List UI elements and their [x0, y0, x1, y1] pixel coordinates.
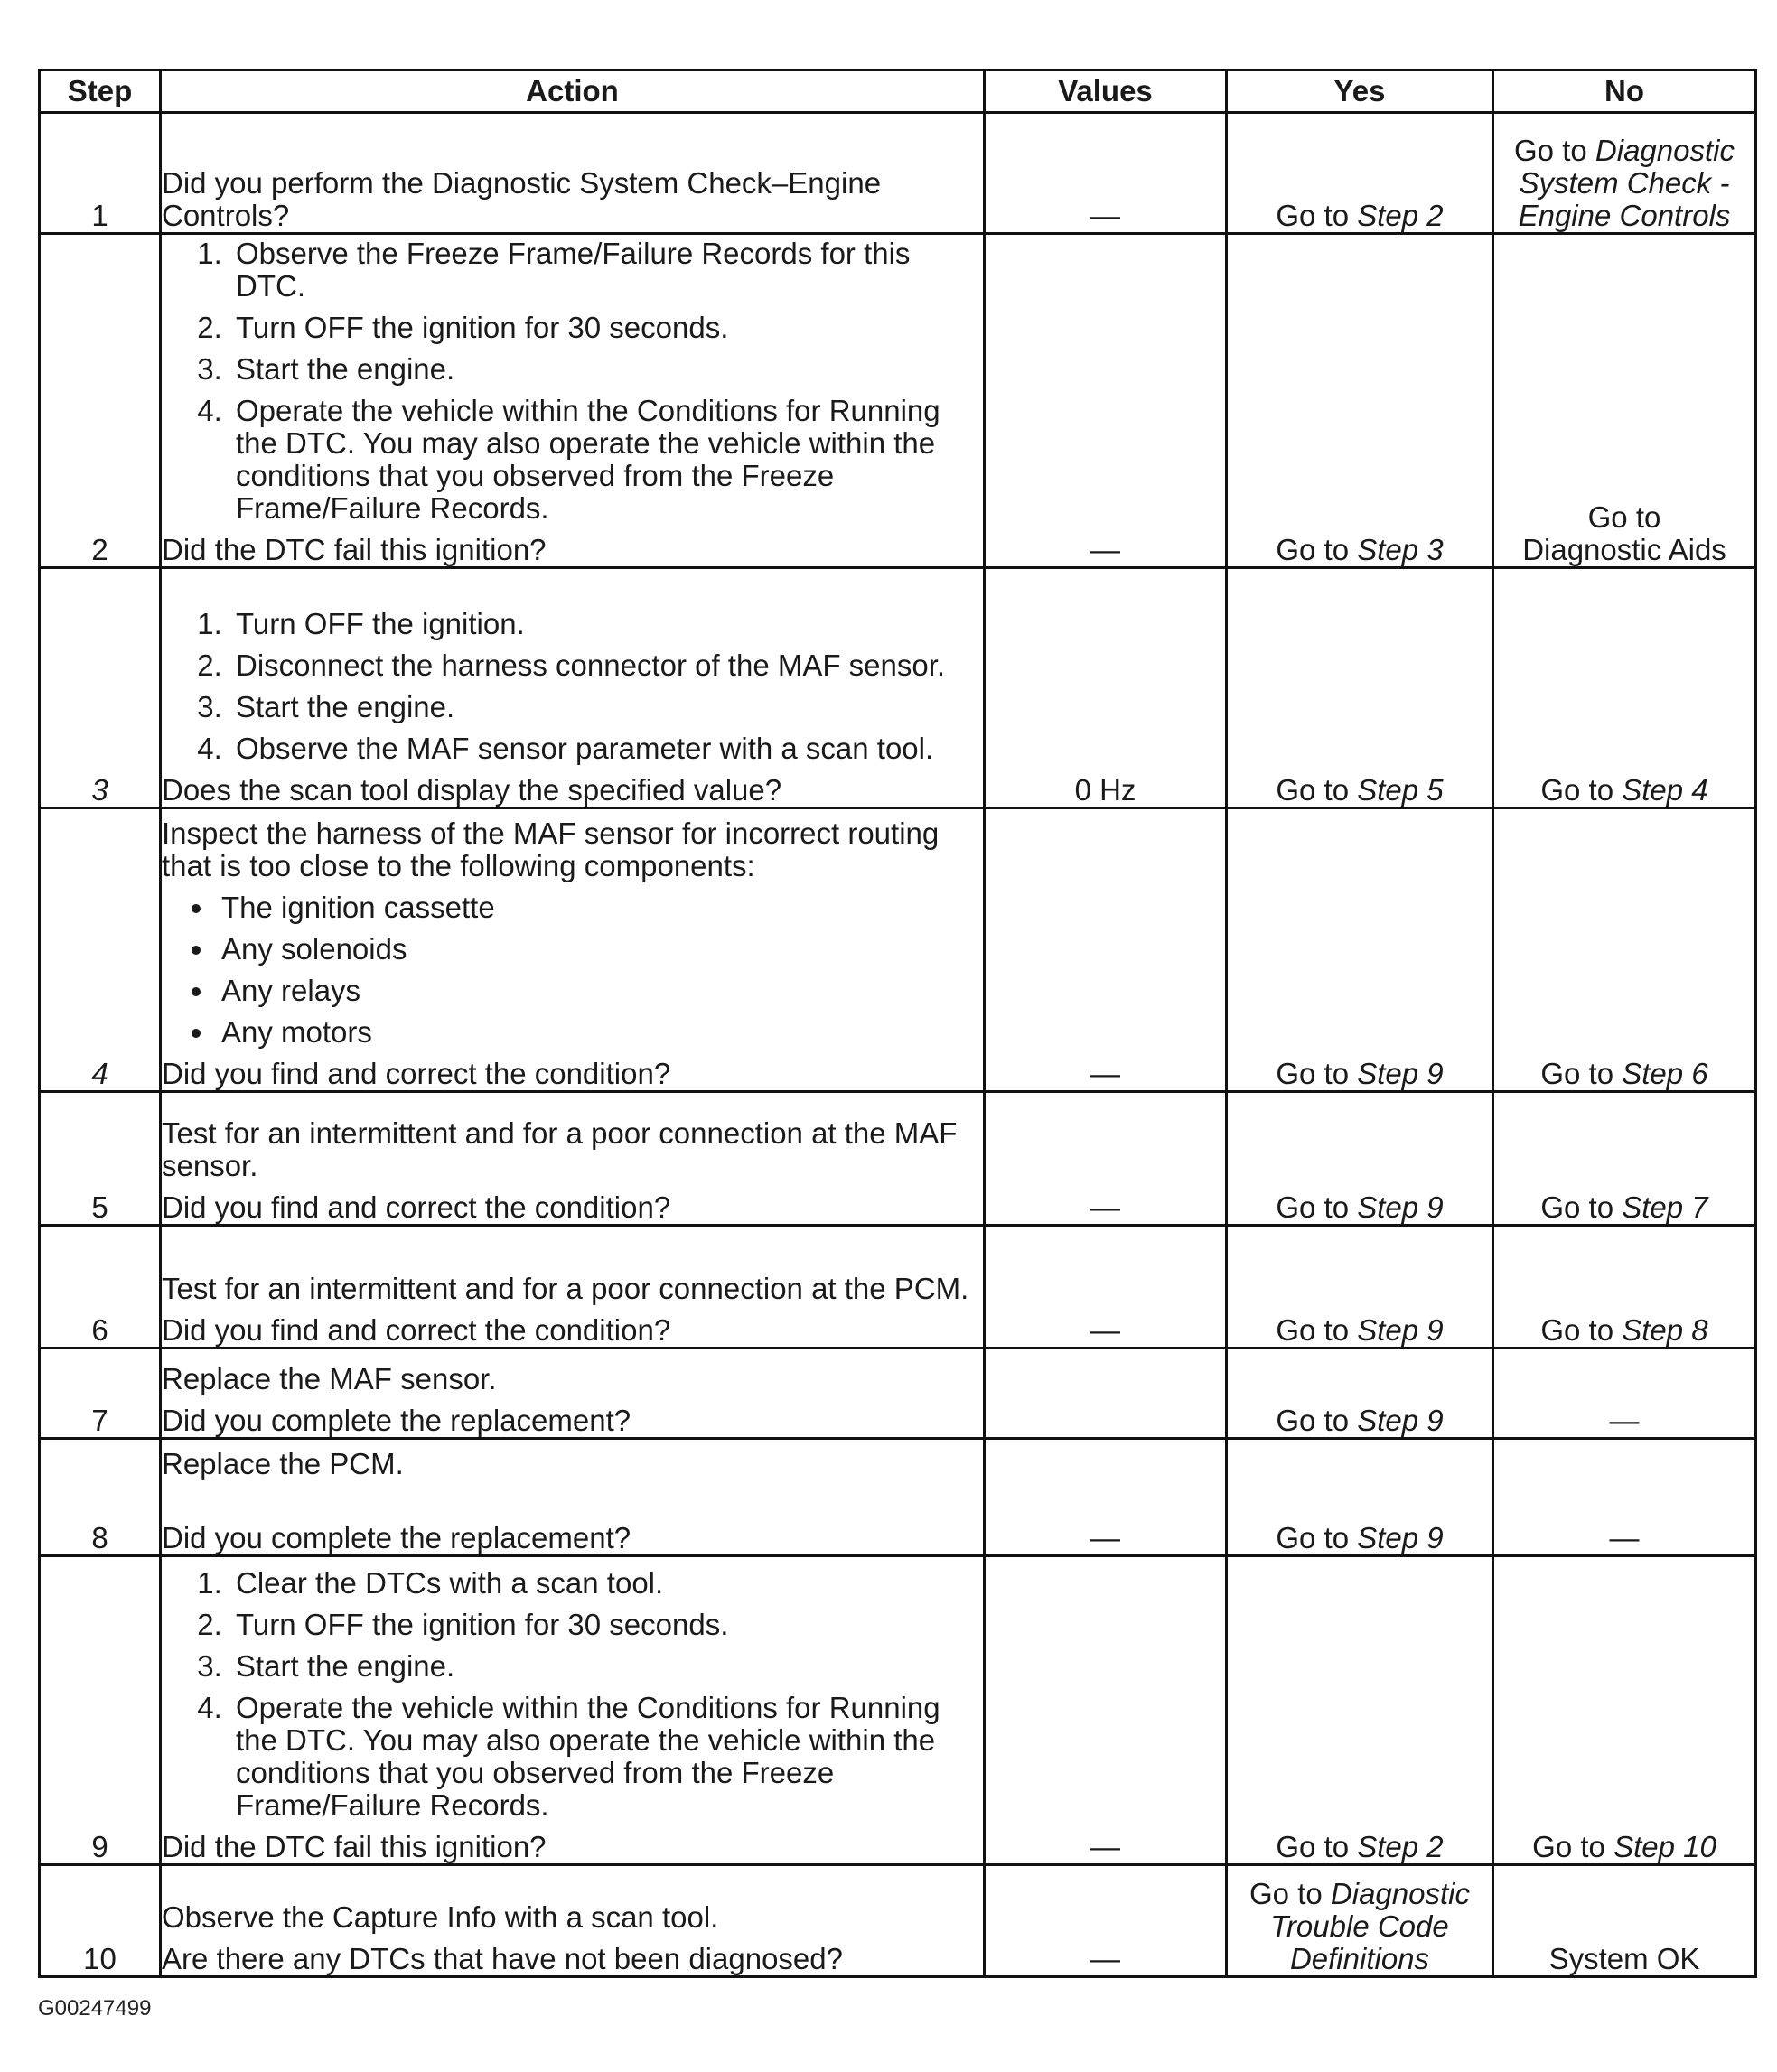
- step-number: 5: [40, 1092, 161, 1226]
- no-cell: [1493, 1556, 1756, 1865]
- yes-link[interactable]: Step 3: [1357, 533, 1444, 566]
- values-cell: —: [985, 808, 1227, 1092]
- header-yes: Yes: [1227, 70, 1493, 113]
- values-cell: —: [985, 113, 1227, 234]
- step-number: 10: [40, 1865, 161, 1977]
- step-number: 2: [40, 234, 161, 568]
- no-prefix: Go to: [1540, 1057, 1614, 1090]
- action-question: Did the DTC fail this ignition?: [162, 1830, 547, 1863]
- yes-cell: [1227, 1226, 1493, 1349]
- list-item: 1. Observe the Freeze Frame/Failure Records for this DTC.: [230, 238, 983, 303]
- no-link[interactable]: Step 10: [1613, 1830, 1716, 1863]
- yes-link[interactable]: Step 5: [1357, 773, 1444, 807]
- yes-cell: [1227, 234, 1493, 568]
- action-question: Are there any DTCs that have not been diagnosed?: [162, 1942, 843, 1975]
- yes-prefix: Go to: [1276, 1057, 1350, 1090]
- spacer: [162, 1489, 983, 1522]
- list-item: 3. Start the engine.: [230, 353, 983, 386]
- yes-cell: [1227, 568, 1493, 808]
- values-cell: [985, 1349, 1227, 1439]
- action-question: Did you find and correct the condition?: [162, 1313, 671, 1347]
- table-row: [40, 568, 1756, 808]
- list-item: 1. Turn OFF the ignition.: [230, 608, 983, 640]
- list-item: 2. Turn OFF the ignition for 30 seconds.: [230, 312, 983, 344]
- no-cell: System OK: [1493, 1865, 1756, 1977]
- yes-cell: [1227, 808, 1493, 1092]
- action-question: Did the DTC fail this ignition?: [162, 533, 547, 566]
- list-item: 4. Observe the MAF sensor parameter with a scan tool.: [230, 733, 983, 765]
- list-item: 3. Start the engine.: [230, 691, 983, 723]
- list-item: • Any motors: [216, 1016, 983, 1049]
- no-cell: —: [1493, 1439, 1756, 1556]
- action-text: Observe the Capture Info with a scan tool.: [162, 1900, 719, 1934]
- list-item: • Any solenoids: [216, 933, 983, 966]
- no-prefix: Go to: [1514, 134, 1587, 167]
- table-row: [40, 1349, 1756, 1439]
- action-cell: [161, 113, 985, 234]
- values-cell: —: [985, 1092, 1227, 1226]
- yes-cell: [1227, 1865, 1493, 1977]
- yes-cell: [1227, 1556, 1493, 1865]
- table-row: [40, 1865, 1756, 1977]
- yes-prefix: Go to: [1276, 1830, 1350, 1863]
- yes-link[interactable]: Step 9: [1357, 1404, 1444, 1437]
- table-row: [40, 1092, 1756, 1226]
- action-question: Did you complete the replacement?: [162, 1521, 631, 1554]
- yes-link[interactable]: Step 9: [1357, 1190, 1444, 1224]
- values-cell: —: [985, 1439, 1227, 1556]
- no-prefix: Go to: [1587, 500, 1661, 534]
- action-text: Replace the PCM.: [162, 1447, 404, 1480]
- yes-link[interactable]: Step 9: [1357, 1313, 1444, 1347]
- list-item: • Any relays: [216, 975, 983, 1007]
- yes-prefix: Go to: [1276, 1404, 1350, 1437]
- action-text: Inspect the harness of the MAF sensor for incorrect routing that is too close to the following components:: [162, 817, 940, 882]
- values-cell: 0 Hz: [985, 568, 1227, 808]
- yes-prefix: Go to: [1276, 1190, 1350, 1224]
- step-number: 1: [40, 113, 161, 234]
- list-item: • The ignition cassette: [216, 891, 983, 924]
- action-question: Did you complete the replacement?: [162, 1404, 631, 1437]
- values-cell: —: [985, 1865, 1227, 1977]
- table-row: [40, 1226, 1756, 1349]
- action-cell: [161, 568, 985, 808]
- action-question: Does the scan tool display the specified value?: [162, 773, 782, 807]
- yes-cell: [1227, 1092, 1493, 1226]
- step-number: 3: [40, 568, 161, 808]
- no-prefix: Go to: [1532, 1830, 1605, 1863]
- action-text: Test for an intermittent and for a poor connection at the PCM.: [162, 1272, 969, 1305]
- header-values: Values: [985, 70, 1227, 113]
- no-link[interactable]: Step 7: [1622, 1190, 1708, 1224]
- no-cell: [1493, 1092, 1756, 1226]
- no-link[interactable]: Step 6: [1622, 1057, 1708, 1090]
- step-number: 6: [40, 1226, 161, 1349]
- table-row: [40, 808, 1756, 1092]
- list-item: 2. Disconnect the harness connector of the MAF sensor.: [230, 649, 983, 682]
- step-number: 8: [40, 1439, 161, 1556]
- no-link[interactable]: Diagnostic System Check - Engine Controls: [1518, 134, 1735, 232]
- no-cell: [1493, 1226, 1756, 1349]
- table-row: [40, 113, 1756, 234]
- figure-code: G00247499: [38, 1996, 152, 2021]
- yes-link[interactable]: Step 9: [1357, 1057, 1444, 1090]
- list-item: 3. Start the engine.: [230, 1650, 983, 1683]
- action-cell: [161, 234, 985, 568]
- no-link[interactable]: Diagnostic Aids: [1522, 533, 1726, 566]
- action-steps-list: [162, 238, 983, 525]
- yes-prefix: Go to: [1276, 1313, 1350, 1347]
- yes-link[interactable]: Step 2: [1357, 1830, 1444, 1863]
- diagnostic-table: [38, 69, 1757, 1978]
- step-number: 7: [40, 1349, 161, 1439]
- yes-link[interactable]: Step 9: [1357, 1521, 1444, 1554]
- table-row: [40, 1439, 1756, 1556]
- action-question: Did you find and correct the condition?: [162, 1057, 671, 1090]
- no-prefix: Go to: [1540, 1190, 1614, 1224]
- no-prefix: Go to: [1540, 1313, 1614, 1347]
- no-cell: —: [1493, 1349, 1756, 1439]
- action-cell: [161, 1865, 985, 1977]
- header-no: No: [1493, 70, 1756, 113]
- action-cell: [161, 1556, 985, 1865]
- yes-prefix: Go to: [1276, 533, 1350, 566]
- no-cell: [1493, 234, 1756, 568]
- action-text: Did you perform the Diagnostic System Check–Engine Controls?: [162, 166, 882, 232]
- step-number: 4: [40, 808, 161, 1092]
- component-bullet-list: [162, 891, 983, 1049]
- no-prefix: Go to: [1540, 773, 1614, 807]
- values-cell: —: [985, 234, 1227, 568]
- action-text: Replace the MAF sensor.: [162, 1362, 497, 1395]
- yes-prefix: Go to: [1276, 199, 1350, 232]
- no-cell: [1493, 808, 1756, 1092]
- step-number: 9: [40, 1556, 161, 1865]
- no-cell: [1493, 568, 1756, 808]
- yes-prefix: Go to: [1276, 1521, 1350, 1554]
- no-cell: [1493, 113, 1756, 234]
- list-item: 2. Turn OFF the ignition for 30 seconds.: [230, 1609, 983, 1641]
- action-cell: [161, 1439, 985, 1556]
- yes-cell: [1227, 1439, 1493, 1556]
- yes-prefix: Go to: [1249, 1877, 1323, 1910]
- action-cell: [161, 1092, 985, 1226]
- yes-prefix: Go to: [1276, 773, 1350, 807]
- yes-cell: [1227, 113, 1493, 234]
- action-question: Did you find and correct the condition?: [162, 1190, 671, 1224]
- yes-link[interactable]: Step 2: [1357, 199, 1444, 232]
- table-row: [40, 234, 1756, 568]
- no-link[interactable]: Step 4: [1622, 773, 1708, 807]
- list-item: 4. Operate the vehicle within the Conditions for Running the DTC. You may also operate the vehicle within the conditions that you observed from the Freeze Frame/Failure Records.: [230, 1692, 983, 1822]
- list-item: 4. Operate the vehicle within the Conditions for Running the DTC. You may also operate the vehicle within the conditions that you observed from the Freeze Frame/Failure Records.: [230, 395, 983, 525]
- action-cell: [161, 1226, 985, 1349]
- header-step: Step: [40, 70, 161, 113]
- values-cell: —: [985, 1556, 1227, 1865]
- header-row: [40, 70, 1756, 113]
- yes-link[interactable]: Diagnostic Trouble Code Definitions: [1270, 1877, 1470, 1975]
- action-steps-list: [162, 1567, 983, 1822]
- table-row: [40, 1556, 1756, 1865]
- action-cell: [161, 1349, 985, 1439]
- no-link[interactable]: Step 8: [1622, 1313, 1708, 1347]
- action-cell: [161, 808, 985, 1092]
- header-action: Action: [161, 70, 985, 113]
- action-text: Test for an intermittent and for a poor connection at the MAF sensor.: [162, 1116, 958, 1182]
- list-item: 1. Clear the DTCs with a scan tool.: [230, 1567, 983, 1600]
- yes-cell: [1227, 1349, 1493, 1439]
- values-cell: —: [985, 1226, 1227, 1349]
- action-steps-list: [162, 608, 983, 765]
